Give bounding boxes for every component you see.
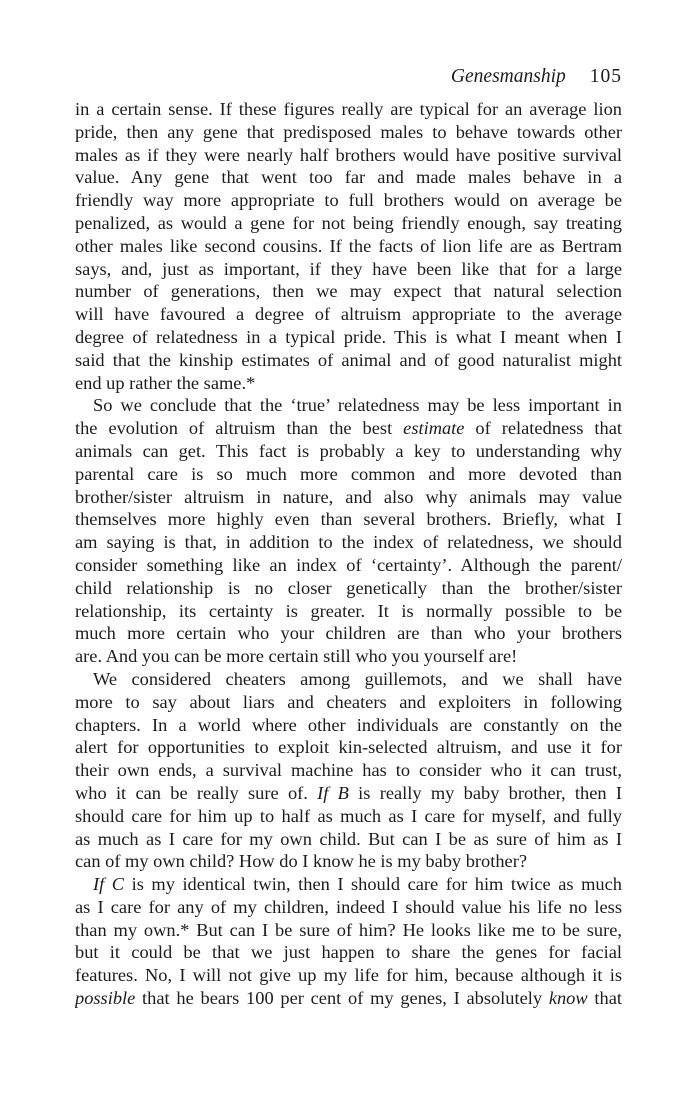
body-text xyxy=(75,98,622,1010)
text-line: alert for opportunities to exploit kin-selected altruism, and use it for xyxy=(75,737,622,758)
text-line: much more certain who your children are than who your brothers xyxy=(75,623,622,644)
text-line: We considered cheaters among guillemots, and we shall have xyxy=(93,668,622,689)
text-run: of relatedness that xyxy=(464,418,622,439)
text-line: consider something like an index of ‘certainty’. Although the parent/ xyxy=(75,554,622,575)
text-line: degree of relatedness in a typical pride. This is what I meant when I xyxy=(75,326,622,347)
text-line: other males like second cousins. If the facts of lion life are as Bertram xyxy=(75,235,622,256)
text-run: that xyxy=(587,988,622,1009)
text-line: value. Any gene that went too far and made males behave in a xyxy=(75,167,622,188)
text-line: says, and, just as important, if they have been like that for a large xyxy=(75,258,622,279)
text-line: end up rather the same.* xyxy=(75,372,256,393)
text-line: pride, then any gene that predisposed males to behave towards other xyxy=(75,121,622,142)
text-run: the evolution of altruism than the best xyxy=(75,418,404,439)
text-line: penalized, as would a gene for not being friendly enough, say treating xyxy=(75,212,622,233)
text-line xyxy=(75,782,622,805)
text-line: brother/sister altruism in nature, and also why animals may value xyxy=(75,486,622,507)
text-line: should care for him up to half as much as I care for myself, and fully xyxy=(75,805,622,826)
text-line: but it could be that we just happen to share the genes for facial xyxy=(75,942,622,963)
text-run: who it can be really sure of. xyxy=(75,782,318,803)
text-line: their own ends, a survival machine has to consider who it can trust, xyxy=(75,760,622,781)
text-line: can of my own child? How do I know he is my baby brother? xyxy=(75,851,527,872)
text-line: as much as I care for my own child. But can I be as sure of him as I xyxy=(75,828,622,849)
running-head-title: Genesmanship xyxy=(450,66,566,87)
text-line: than my own.* But can I be sure of him? He looks like me to be sure, xyxy=(75,919,622,940)
text-line: chapters. In a world where other individuals are constantly on the xyxy=(75,714,622,735)
text-line: relationship, its certainty is greater. It is normally possible to be xyxy=(75,600,622,621)
text-line xyxy=(75,987,622,1010)
emphasis-text: If C xyxy=(93,874,125,895)
emphasis-text: possible xyxy=(75,988,136,1009)
text-run: that he bears 100 per cent of my genes, I absolutely xyxy=(135,988,549,1009)
page-number: 105 xyxy=(589,66,622,87)
text-line: themselves more highly even than several brothers. Briefly, what I xyxy=(75,509,622,530)
text-run: is my identical twin, then I should care for him twice as much xyxy=(124,874,622,895)
emphasis-text: If B xyxy=(317,782,349,803)
text-line: are. And you can be more certain still who you yourself are! xyxy=(75,646,518,667)
text-line: am saying is that, in addition to the index of relatedness, we should xyxy=(75,532,622,553)
text-line: in a certain sense. If these figures really are typical for an average lion xyxy=(75,99,622,119)
text-line: parental care is so much more common and more devoted than xyxy=(75,463,622,484)
text-line: child relationship is no closer genetically than the brother/sister xyxy=(75,577,622,598)
text-run: is really my baby brother, then I xyxy=(348,782,622,803)
emphasis-text: know xyxy=(548,988,588,1009)
running-head xyxy=(75,62,622,92)
text-line: friendly way more appropriate to full brothers would on average be xyxy=(75,190,622,211)
text-line: features. No, I will not give up my life for him, because although it is xyxy=(75,965,622,986)
text-line: males as if they were nearly half brothers would have positive survival xyxy=(75,144,622,165)
text-line: animals can get. This fact is probably a key to understanding why xyxy=(75,440,622,461)
text-line xyxy=(75,417,622,440)
text-line: number of generations, then we may expect that natural selection xyxy=(75,281,622,302)
text-line: So we conclude that the ‘true’ relatedness may be less important in xyxy=(93,395,622,416)
text-line: said that the kinship estimates of animal and of good naturalist might xyxy=(75,349,622,370)
text-line: more to say about liars and cheaters and exploiters in following xyxy=(75,691,622,712)
text-line: as I care for any of my children, indeed I should value his life no less xyxy=(75,896,622,917)
emphasis-text: estimate xyxy=(403,418,465,439)
text-line xyxy=(75,873,622,896)
text-line: will have favoured a degree of altruism appropriate to the average xyxy=(75,304,622,325)
